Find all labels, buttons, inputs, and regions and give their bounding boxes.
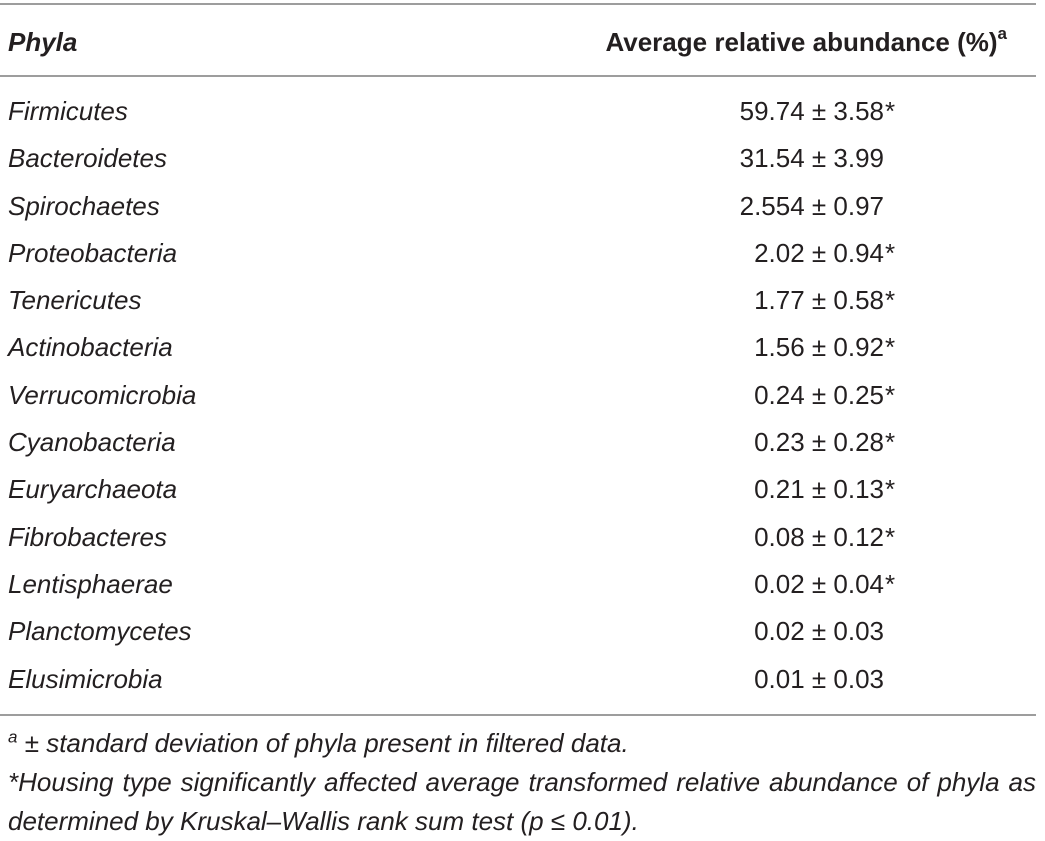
phylum-name: Firmicutes (8, 96, 128, 126)
phylum-name: Lentisphaerae (8, 568, 173, 599)
abundance-value: 0.24 ± 0.25 (754, 379, 884, 410)
footnote-a (8, 724, 1036, 763)
column-header-phyla: Phyla (8, 27, 78, 57)
column-header-abundance-label: Average relative abundance (%) (605, 27, 998, 57)
table-row (0, 656, 1036, 703)
significance-mark: * (885, 237, 896, 268)
table-row (0, 561, 1036, 608)
phylum-name: Bacteroidetes (8, 143, 167, 174)
abundance-value: 59.74 ± 3.58 (739, 96, 884, 126)
abundance-value: 0.23 ± 0.28 (754, 427, 884, 458)
table-row (0, 88, 1036, 135)
footnote-significance: *Housing type significantly affected average transformed relative abundance of phyla as determined by Kruskal–Wallis rank sum test (p ≤ 0.01). (8, 767, 1036, 836)
phylum-name: Cyanobacteria (8, 427, 176, 458)
significance-mark: * (885, 568, 896, 599)
phylum-name: Euryarchaeota (8, 474, 178, 505)
footnote-a-text: ± standard deviation of phyla present in filtered data. (24, 728, 629, 758)
abundance-value: 2.02 ± 0.94 (754, 237, 884, 268)
table-row (0, 135, 1036, 182)
table-row (0, 466, 1036, 513)
significance-mark: * (885, 96, 896, 126)
significance-mark: * (885, 285, 896, 316)
significance-mark: * (885, 332, 896, 363)
table-body (0, 88, 1036, 703)
significance-mark: * (885, 427, 896, 458)
abundance-value: 0.02 ± 0.03 (754, 616, 884, 647)
abundance-value: 0.21 ± 0.13 (754, 474, 884, 505)
table-row (0, 183, 1036, 230)
table-row (0, 514, 1036, 561)
phylum-name: Elusimicrobia (8, 663, 163, 694)
phylum-name: Fibrobacteres (8, 521, 167, 552)
table-row (0, 277, 1036, 324)
table-bottom-rule (0, 714, 1036, 716)
phylum-name: Tenericutes (8, 285, 142, 316)
significance-mark: * (885, 474, 896, 505)
phylum-name: Proteobacteria (8, 237, 178, 268)
phylum-name: Spirochaetes (8, 190, 160, 221)
footnote-marker-a: a (997, 24, 1007, 44)
phylum-name: Actinobacteria (8, 332, 173, 363)
column-header-abundance (605, 26, 1007, 58)
abundance-value: 0.08 ± 0.12 (754, 521, 884, 552)
table-row (0, 419, 1036, 466)
phylum-name: Verrucomicrobia (8, 379, 197, 410)
table-row (0, 230, 1036, 277)
table-row (0, 372, 1036, 419)
table-top-rule (0, 3, 1036, 5)
significance-mark: * (885, 521, 896, 552)
abundance-value: 1.56 ± 0.92 (754, 332, 884, 363)
significance-mark: * (885, 379, 896, 410)
phylum-name: Planctomycetes (8, 616, 192, 647)
abundance-value: 0.02 ± 0.04 (754, 568, 884, 599)
table-row (0, 608, 1036, 655)
footnote-a-marker: a (8, 727, 18, 747)
table-row (0, 324, 1036, 371)
table-header-rule (0, 75, 1036, 77)
abundance-value: 2.554 ± 0.97 (739, 190, 884, 221)
abundance-value: 0.01 ± 0.03 (754, 663, 884, 694)
abundance-value: 31.54 ± 3.99 (739, 143, 884, 174)
abundance-value: 1.77 ± 0.58 (754, 285, 884, 316)
